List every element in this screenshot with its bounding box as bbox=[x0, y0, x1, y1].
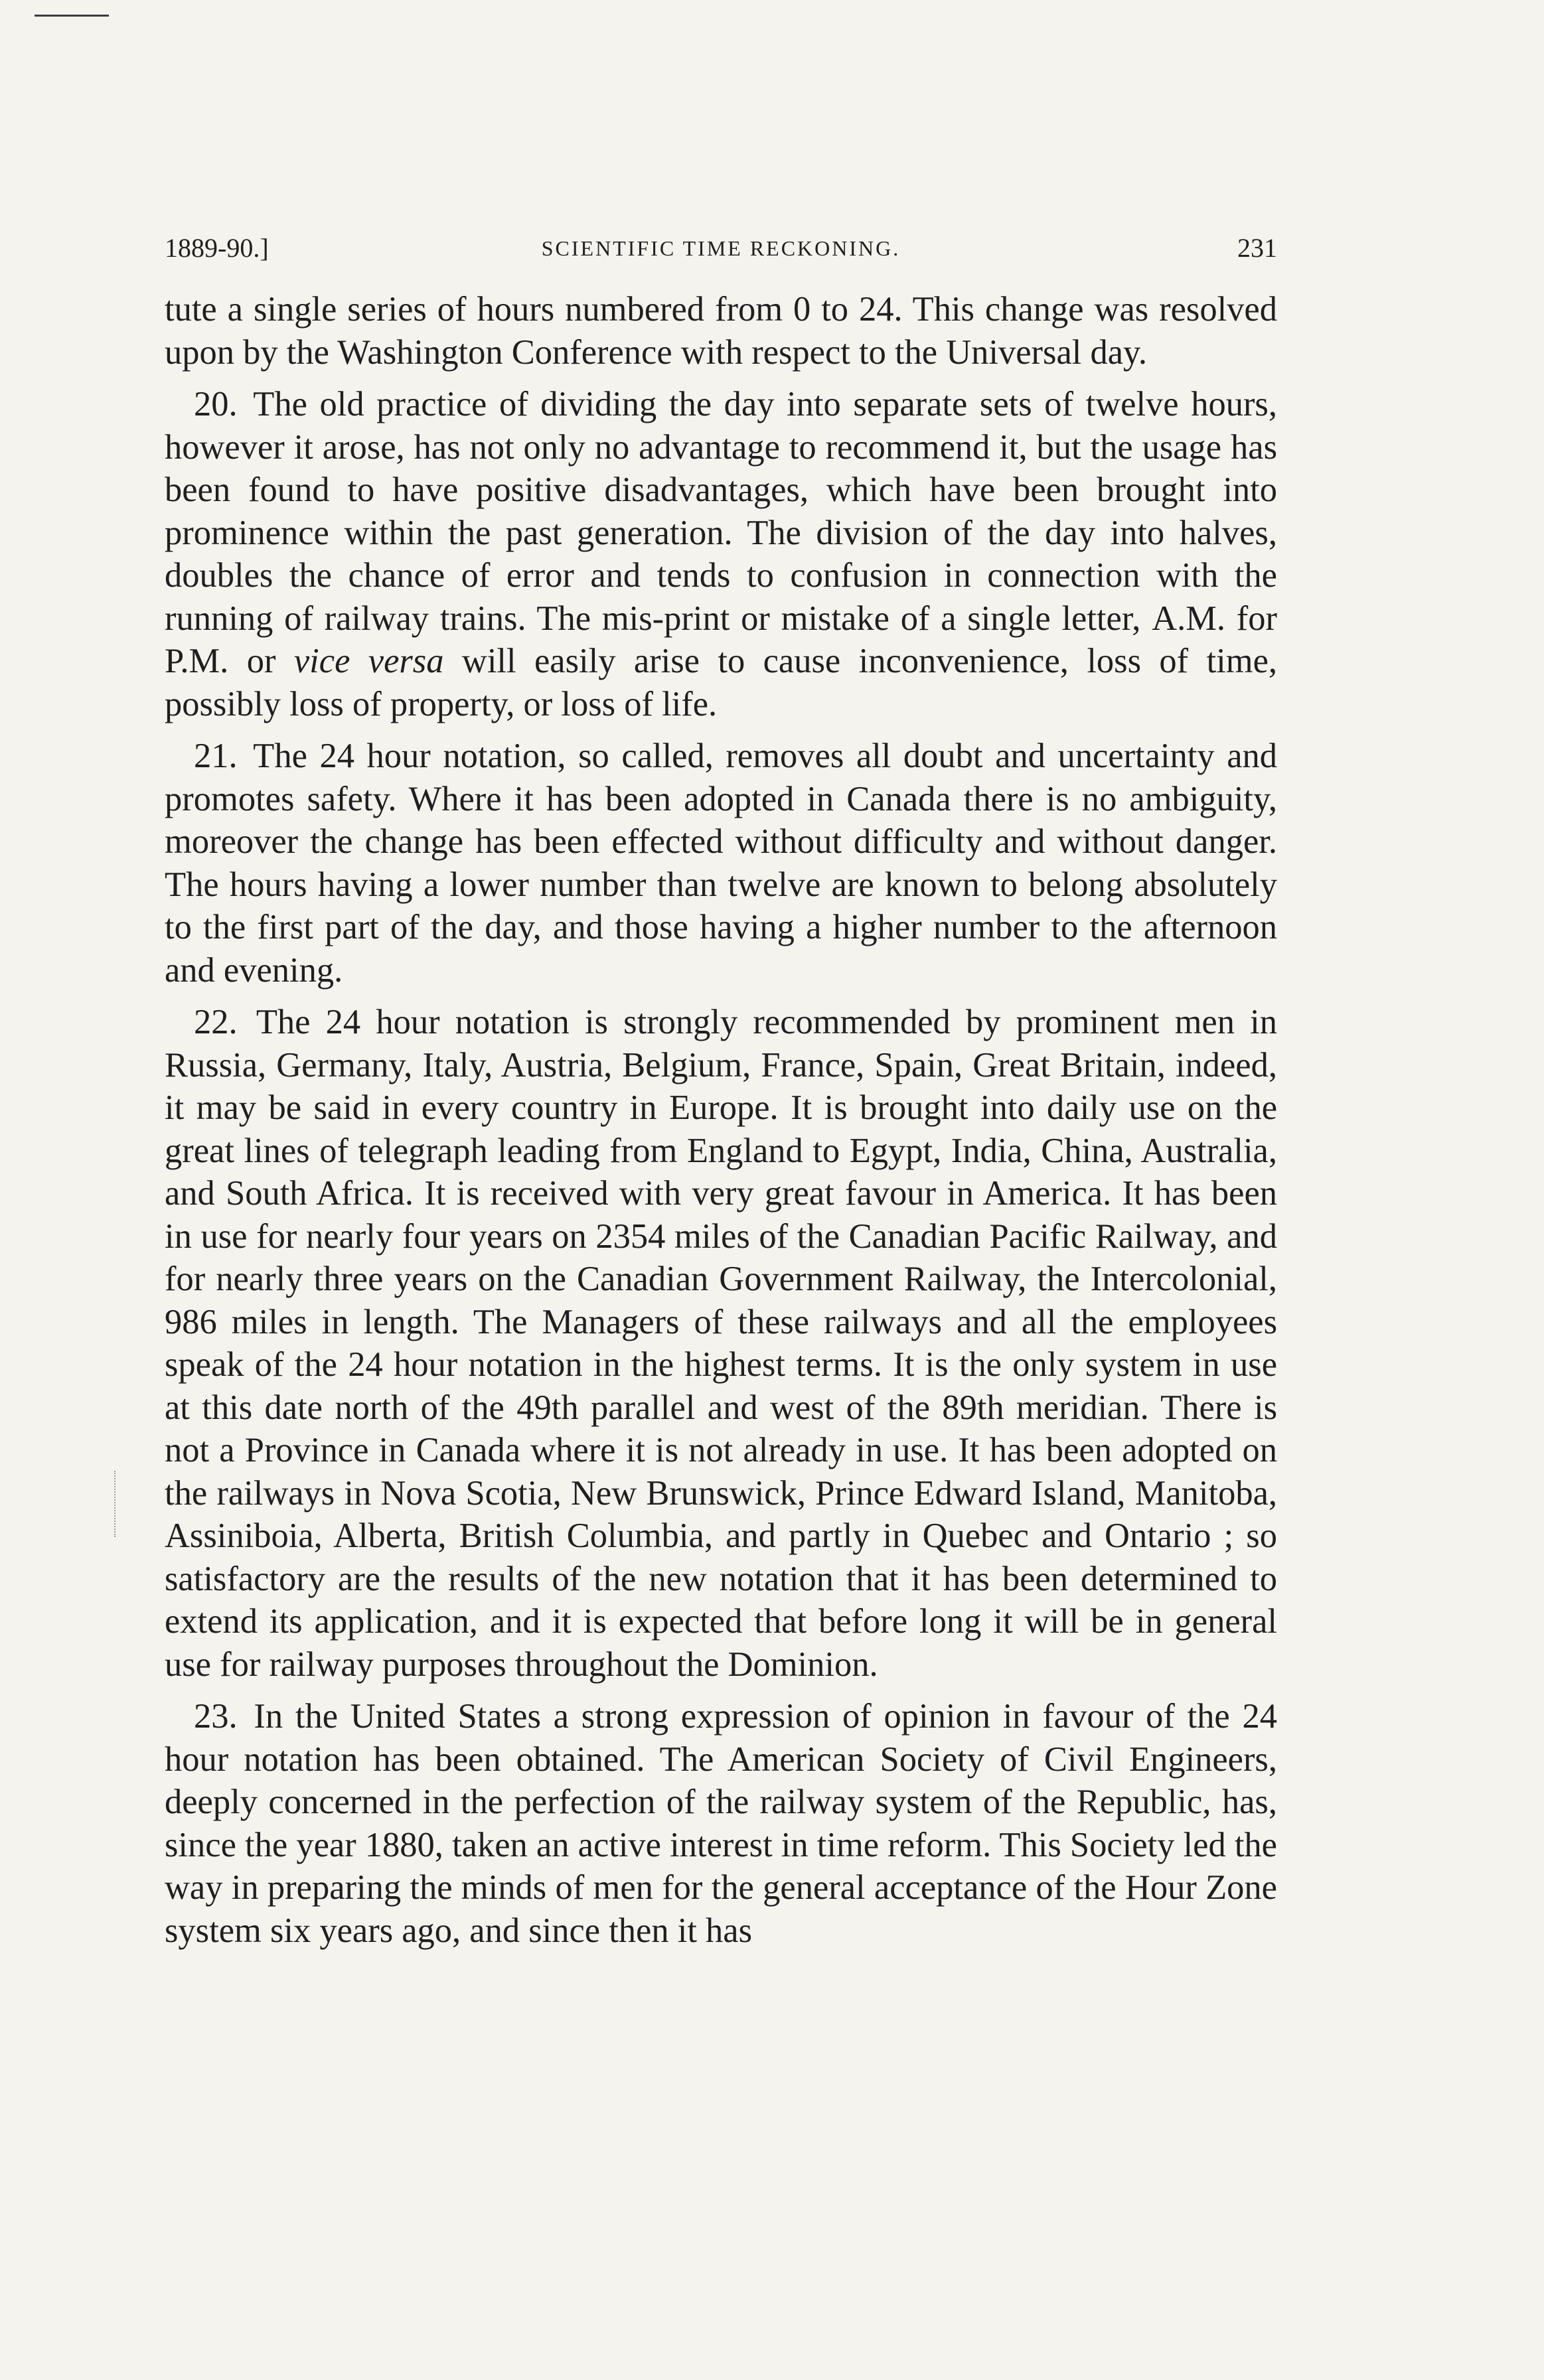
abbrev-am: A.M. bbox=[1152, 599, 1226, 638]
paragraph-text: The 24 hour notation, so called, removes all doubt and uncertainty and promotes safety. Where it has been adopted in Canada there is no ambiguity, moreover the change has been effected without difficulty and without danger. The hours having a lower number than twelve are known to belong absolutely to the first part of the day, and those having a higher number to the afternoon and evening. bbox=[165, 737, 1277, 990]
paragraph-text: The old practice of dividing the day into separate sets of twelve hours, however it arose, has not only no advantage to recommend it, but the usage has been found to have positive disadvantages, which have been brought into prominence within the past generation. The division of the day into halves, doubles the chance of error and tends to confusion in connection with the running of railway trains. The mis-print or mistake of a single letter, bbox=[165, 385, 1277, 638]
paragraph-20 bbox=[165, 383, 1277, 725]
paragraph-number: 22. bbox=[194, 1003, 238, 1041]
paragraph-number: 20. bbox=[194, 385, 238, 423]
paragraph-continuation bbox=[165, 288, 1277, 374]
connector-for: for bbox=[1225, 599, 1278, 638]
book-page bbox=[165, 228, 1277, 1952]
paragraph-text: In the United States a strong expression of opinion in favour of the 24 hour notation has been obtained. The American Society of Civil Engineers, deeply concerned in the perfection of the railway system of the Republic, has, since the year 1880, taken an active interest in time reform. This Society led the way in preparing the minds of men for the general acceptance of the Hour Zone system six years ago, and since then it has bbox=[165, 1697, 1278, 1950]
paragraph-text: tute a single series of hours numbered from 0 to 24. This change was resolved upon by the Washington Conference with respect to the Universal day. bbox=[165, 290, 1277, 372]
paragraph-text: The 24 hour notation is strongly recommended by prominent men in Russia, Germany, Italy, Austria, Belgium, France, Spain, Great Britain, indeed, it may be said in every country in Europe. It is brought into daily use on the great lines of telegraph leading from England to Egypt, India, China, Australia, and South Africa. It is received with very great favour in America. It has been in use for nearly four years on 2354 miles of the Canadian Pacific Railway, and for nearly three years on the Canadian Government Railway, the Intercolonial, 986 miles in length. The Managers of these railways and all the employees speak of the 24 hour notation in the highest terms. It is the only system in use at this date north of the 49th parallel and west of the 89th meridian. There is not a Province in Canada where it is not already in use. It has been adopted on the railways in Nova Scotia, New Brunswick, Prince Edward Island, Manitoba, Assiniboia, Alberta, British Columbia, and partly in Quebec and Ontario ; so satisfactory are the results of the new notation that it has been determined to extend its application, and it is expected that before long it will be in general use for railway purposes throughout the Dominion. bbox=[165, 1003, 1277, 1684]
page-number: 231 bbox=[1237, 233, 1277, 263]
connector-or: or bbox=[228, 642, 294, 680]
body-text bbox=[165, 288, 1277, 1952]
margin-mark bbox=[114, 1471, 116, 1537]
vice-versa-italic: vice versa bbox=[293, 642, 444, 680]
corner-rule bbox=[35, 15, 109, 17]
paragraph-23 bbox=[165, 1695, 1277, 1952]
volume-years: 1889-90.] bbox=[165, 233, 269, 263]
paragraph-22 bbox=[165, 1001, 1277, 1686]
paragraph-number: 23. bbox=[194, 1697, 238, 1736]
abbrev-pm: P.M. bbox=[165, 642, 229, 680]
paragraph-number: 21. bbox=[194, 737, 238, 775]
paragraph-text-end: will easily arise to cause inconvenience, loss of time, possibly loss of property, or loss of life. bbox=[165, 642, 1277, 723]
running-title: SCIENTIFIC TIME RECKONING. bbox=[541, 236, 901, 260]
paragraph-21 bbox=[165, 735, 1277, 992]
running-head bbox=[165, 228, 1277, 268]
